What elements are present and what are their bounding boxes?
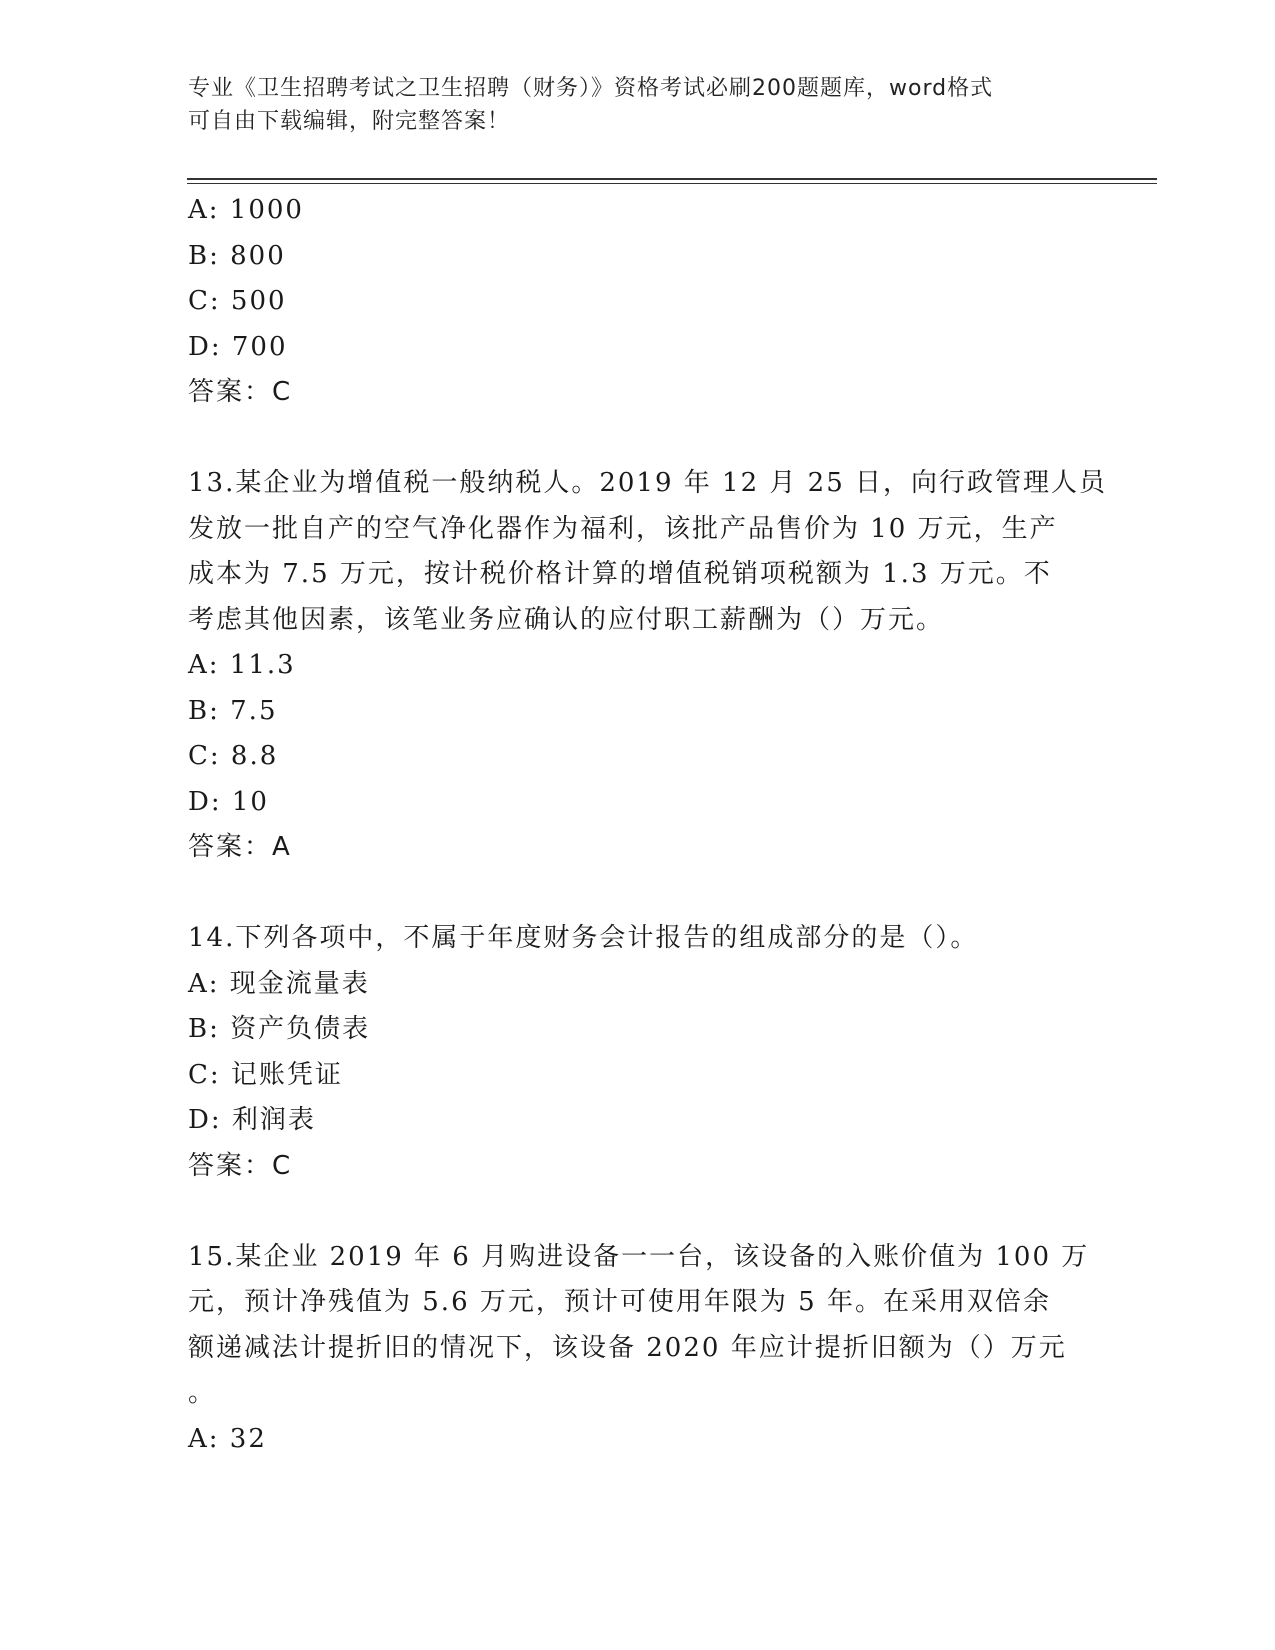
spacer [188,871,1088,917]
answer-line: 答案：C [188,377,293,407]
option-d: D: 利润表 [188,1105,316,1135]
question-stem-line: 13.某企业为增值税一般纳税人。2019 年 12 月 25 日，向行政管理人员 [188,468,1108,498]
option-b: B: 资产负债表 [188,1014,371,1044]
spacer [188,416,1088,462]
header-rule-thin [187,183,1157,184]
document-header [188,72,1088,138]
option-c: C: 8.8 [188,741,279,771]
question-14-block [188,916,1088,1189]
option-a: A: 32 [188,1423,267,1454]
question-stem-line: 成本为 7.5 万元，按计税价格计算的增值税销项税额为 1.3 万元。不 [188,559,1052,589]
document-body [188,188,1108,1462]
question-15-block [188,1235,1088,1463]
spacer [188,1189,1088,1235]
option-d: D: 10 [188,786,269,817]
question-stem-line: 额递减法计提折旧的情况下，该设备 2020 年应计提折旧额为（）万元 [188,1332,1067,1363]
option-a: A: 1000 [188,195,304,225]
option-c: C: 500 [188,286,287,316]
header-line-1: 专业《卫生招聘考试之卫生招聘（财务）》资格考试必刷200题题库，word格式 [188,76,994,101]
option-c: C: 记账凭证 [188,1059,343,1090]
option-a: A: 11.3 [188,650,296,680]
question-stem-line: 发放一批自产的空气净化器作为福利，该批产品售价为 10 万元，生产 [188,513,1058,544]
question-stem-line: 15.某企业 2019 年 6 月购进设备一一台，该设备的入账价值为 100 万 [188,1241,1090,1272]
question-stem-line: 14.下列各项中，不属于年度财务会计报告的组成部分的是（）。 [188,923,979,953]
header-rule-thick [187,178,1157,180]
question-stem-line: 。 [188,1378,217,1408]
question-12-block [188,188,1088,416]
question-13-block [188,461,1108,871]
option-d: D: 700 [188,331,288,362]
header-line-2: 可自由下载编辑，附完整答案！ [188,109,511,134]
option-a: A: 现金流量表 [188,968,370,999]
answer-line: 答案：C [188,1150,293,1181]
answer-line: 答案：A [188,832,292,862]
question-stem-line: 元，预计净残值为 5.6 万元，预计可使用年限为 5 年。在采用双倍余 [188,1287,1051,1317]
option-b: B: 800 [188,240,286,271]
option-b: B: 7.5 [188,695,278,726]
question-stem-line: 考虑其他因素，该笔业务应确认的应付职工薪酬为（）万元。 [188,604,945,635]
